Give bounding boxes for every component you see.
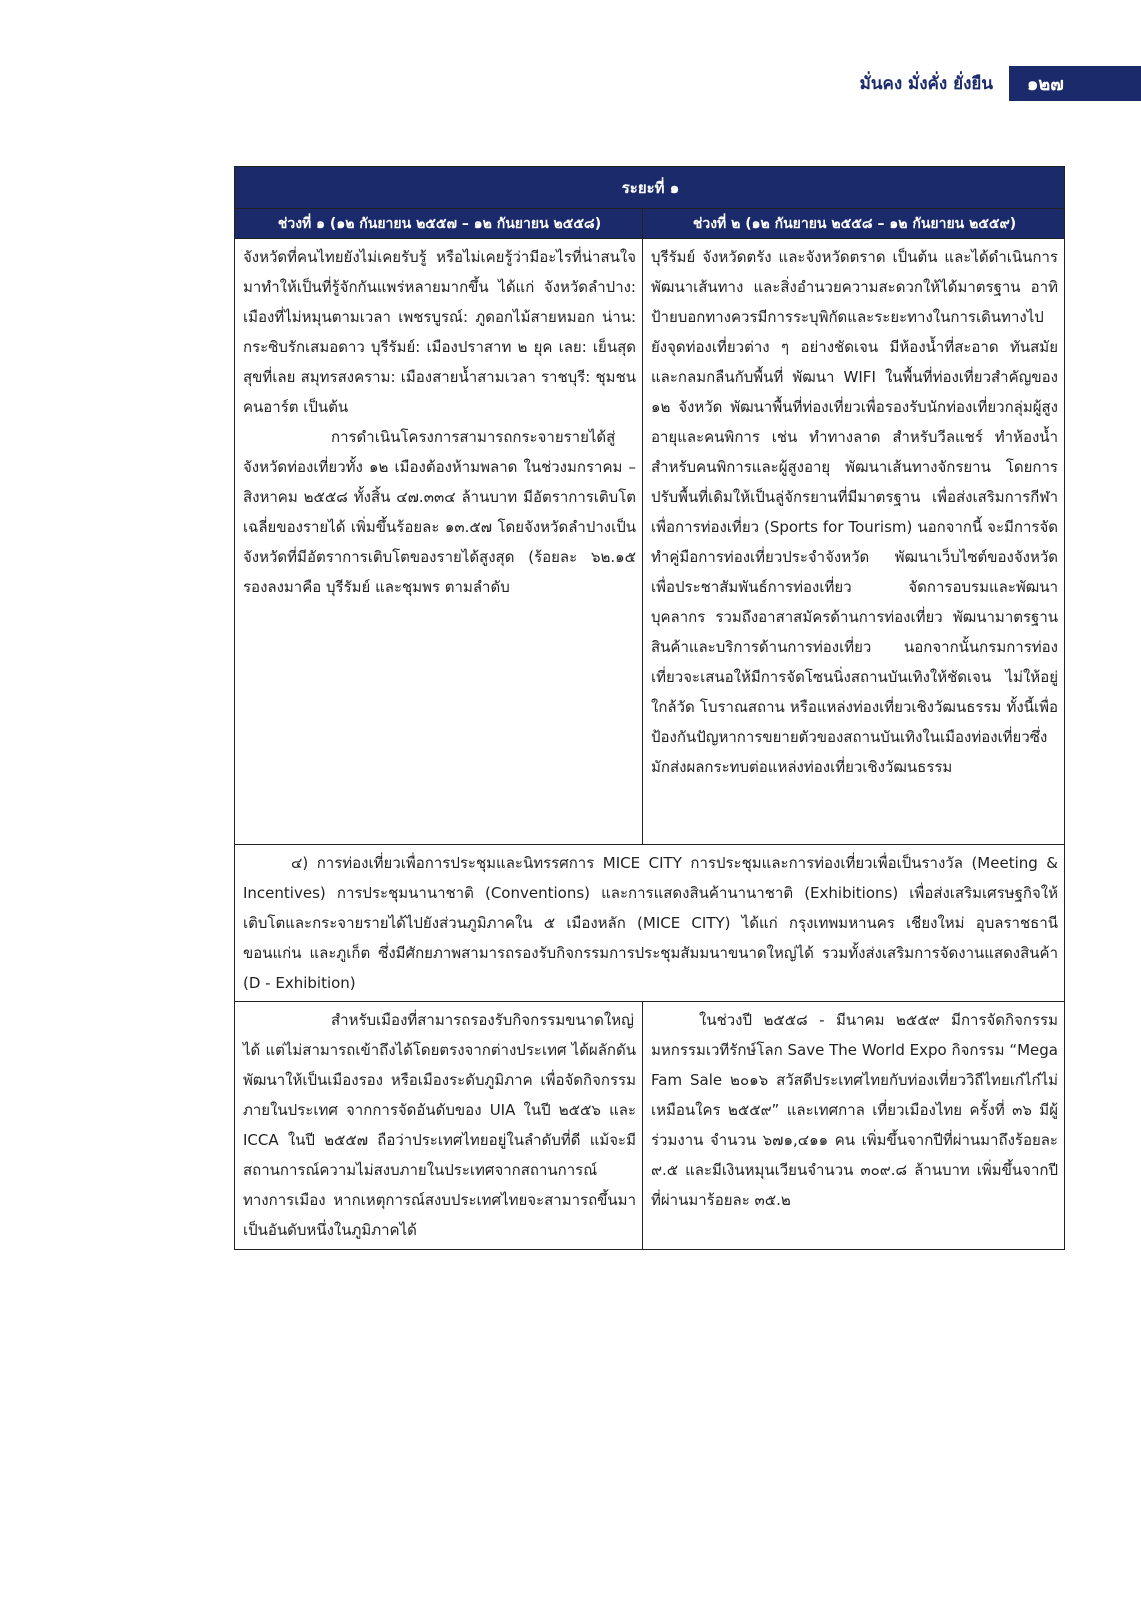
phase-table	[234, 166, 1065, 1250]
period-2-cell	[643, 239, 1065, 845]
mice-paragraph: ๔) การท่องเที่ยวเพื่อการประชุมและนิทรรศการ MICE CITY การประชุมและการท่องเที่ยวเพื่อเป็นรางวัล (Meeting & Incentives) การประชุมนานาชาติ (Conventions) และการแสดงสินค้านานาชาติ (Exhibitions) เพื่อส่งเสริมเศรษฐกิจให้เติบโตและกระจายรายได้ไปยังส่วนภูมิภาคใน ๕ เมืองหลัก (MICE CITY) ได้แก่ กรุงเทพมหานคร เชียงใหม่ อุบลราชธานี ขอนแก่น และภูเก็ต ซึ่งมีศักยภาพสามารถรองรับกิจกรรมการประชุมสัมมนาขนาดใหญ่ได้ รวมทั้งส่งเสริมการจัดงานแสดงสินค้า (D - Exhibition)	[243, 854, 1058, 992]
mice-cell	[235, 845, 1065, 1002]
header-tagline: มั่นคง มั่งคั่ง ยั่งยืน	[859, 74, 993, 94]
content-row-1	[235, 239, 1065, 845]
phase-title: ระยะที่ ๑	[235, 167, 1065, 209]
secondary-cities-cell	[235, 1002, 643, 1250]
events-cell	[643, 1002, 1065, 1250]
page-number: ๑๒๗	[1009, 66, 1141, 101]
page-header	[860, 66, 1141, 101]
period-1-header: ช่วงที่ ๑ (๑๒ กันยายน ๒๕๕๗ – ๑๒ กันยายน ๒๕๕๘)	[235, 209, 643, 239]
secondary-cities-paragraph: สำหรับเมืองที่สามารถรองรับกิจกรรมขนาดใหญ่ได้ แต่ไม่สามารถเข้าถึงได้โดยตรงจากต่างประเทศ ได้ผลักดันพัฒนาให้เป็นเมืองรอง หรือเมืองระดับภูมิภาค เพื่อจัดกิจกรรมภายในประเทศ จากการจัดอันดับของ UIA ในปี ๒๕๕๖ และ ICCA ในปี ๒๕๕๗ ถือว่าประเทศไทยอยู่ในลำดับที่ดี แม้จะมีสถานการณ์ความไม่สงบภายในประเทศจากสถานการณ์ทางการเมือง หากเหตุการณ์สงบประเทศไทยจะสามารถขึ้นมาเป็นอันดับหนึ่งในภูมิภาคได้	[243, 1011, 636, 1239]
period-header-row	[235, 209, 1065, 239]
period-2-header: ช่วงที่ ๒ (๑๒ กันยายน ๒๕๕๘ – ๑๒ กันยายน ๒๕๕๙)	[643, 209, 1065, 239]
mice-row	[235, 845, 1065, 1002]
phase-title-row	[235, 167, 1065, 209]
period-2-paragraph: บุรีรัมย์ จังหวัดตรัง และจังหวัดตราด เป็นต้น และได้ดำเนินการพัฒนาเส้นทาง และสิ่งอำนวยความสะดวกให้ได้มาตรฐาน อาทิ ป้ายบอกทางควรมีการระบุพิกัดและระยะทางในการเดินทางไปยังจุดท่องเที่ยวต่าง ๆ อย่างชัดเจน มีห้องน้ำที่สะอาด ทันสมัย และกลมกลืนกับพื้นที่ พัฒนา WIFI ในพื้นที่ท่องเที่ยวสำคัญของ ๑๒ จังหวัด พัฒนาพื้นที่ท่องเที่ยวเพื่อรองรับนักท่องเที่ยวกลุ่มผู้สูงอายุและคนพิการ เช่น ทำทางลาด สำหรับวีลแชร์ ทำห้องน้ำสำหรับคนพิการและผู้สูงอายุ พัฒนาเส้นทางจักรยาน โดยการปรับพื้นที่เดิมให้เป็นลู่จักรยานที่มีมาตรฐาน เพื่อส่งเสริมการกีฬาเพื่อการท่องเที่ยว (Sports for Tourism) นอกจากนี้ จะมีการจัดทำคู่มือการท่องเที่ยวประจำจังหวัด พัฒนาเว็บไซต์ของจังหวัดเพื่อประชาสัมพันธ์การท่องเที่ยว จัดการอบรมและพัฒนาบุคลากร รวมถึงอาสาสมัครด้านการท่องเที่ยว พัฒนามาตรฐานสินค้าและบริการด้านการท่องเที่ยว นอกจากนั้นกรมการท่องเที่ยวจะเสนอให้มีการจัดโซนนิ่งสถานบันเทิงให้ชัดเจน ไม่ให้อยู่ใกล้วัด โบราณสถาน หรือแหล่งท่องเที่ยวเชิงวัฒนธรรม ทั้งนี้เพื่อป้องกันปัญหาการขยายตัวของสถานบันเทิงในเมืองท่องเที่ยวซึ่งมักส่งผลกระทบต่อแหล่งท่องเที่ยวเชิงวัฒนธรรม	[651, 248, 1058, 776]
period-1-cell	[235, 239, 643, 845]
events-paragraph: ในช่วงปี ๒๕๕๘ - มีนาคม ๒๕๕๙ มีการจัดกิจกรรมมหกรรมเวทีรักษ์โลก Save The World Expo กิจกรรม “Mega Fam Sale ๒๐๑๖ สวัสดีประเทศไทยกับท่องเที่ยววิถีไทยเก๋ไก๋ไม่เหมือนใคร ๒๕๕๙” และเทศกาล เที่ยวเมืองไทย ครั้งที่ ๓๖ มีผู้ร่วมงาน จำนวน ๖๗๑,๔๑๑ คน เพิ่มขึ้นจากปีที่ผ่านมาถึงร้อยละ ๙.๕ และมีเงินหมุนเวียนจำนวน ๓๐๙.๘ ล้านบาท เพิ่มขึ้นจากปีที่ผ่านมาร้อยละ ๓๕.๒	[651, 1011, 1058, 1209]
period-1-paragraph-1: จังหวัดที่คนไทยยังไม่เคยรับรู้ หรือไม่เคยรู้ว่ามีอะไรที่น่าสนใจ มาทำให้เป็นที่รู้จักกันแพร่หลายมากขึ้น ได้แก่ จังหวัดลำปาง: เมืองที่ไม่หมุนตามเวลา เพชรบูรณ์: ภูดอกไม้สายหมอก น่าน: กระซิบรักเสมอดาว บุรีรัมย์: เมืองปราสาท ๒ ยุค เลย: เย็นสุด สุขที่เลย สมุทรสงคราม: เมืองสายน้ำสามเวลา ราชบุรี: ชุมชนคนอาร์ต เป็นต้น	[243, 248, 636, 416]
period-1-paragraph-2: การดำเนินโครงการสามารถกระจายรายได้สู่จังหวัดท่องเที่ยวทั้ง ๑๒ เมืองต้องห้ามพลาด ในช่วงมกราคม – สิงหาคม ๒๕๕๘ ทั้งสิ้น ๔๗.๓๓๔ ล้านบาท มีอัตราการเติบโตเฉลี่ยของรายได้ เพิ่มขึ้นร้อยละ ๑๓.๕๗ โดยจังหวัดลำปางเป็นจังหวัดที่มีอัตราการเติบโตของรายได้สูงสุด (ร้อยละ ๖๒.๑๕ รองลงมาคือ บุรีรัมย์ และชุมพร ตามลำดับ	[243, 428, 636, 596]
content-row-3	[235, 1002, 1065, 1250]
